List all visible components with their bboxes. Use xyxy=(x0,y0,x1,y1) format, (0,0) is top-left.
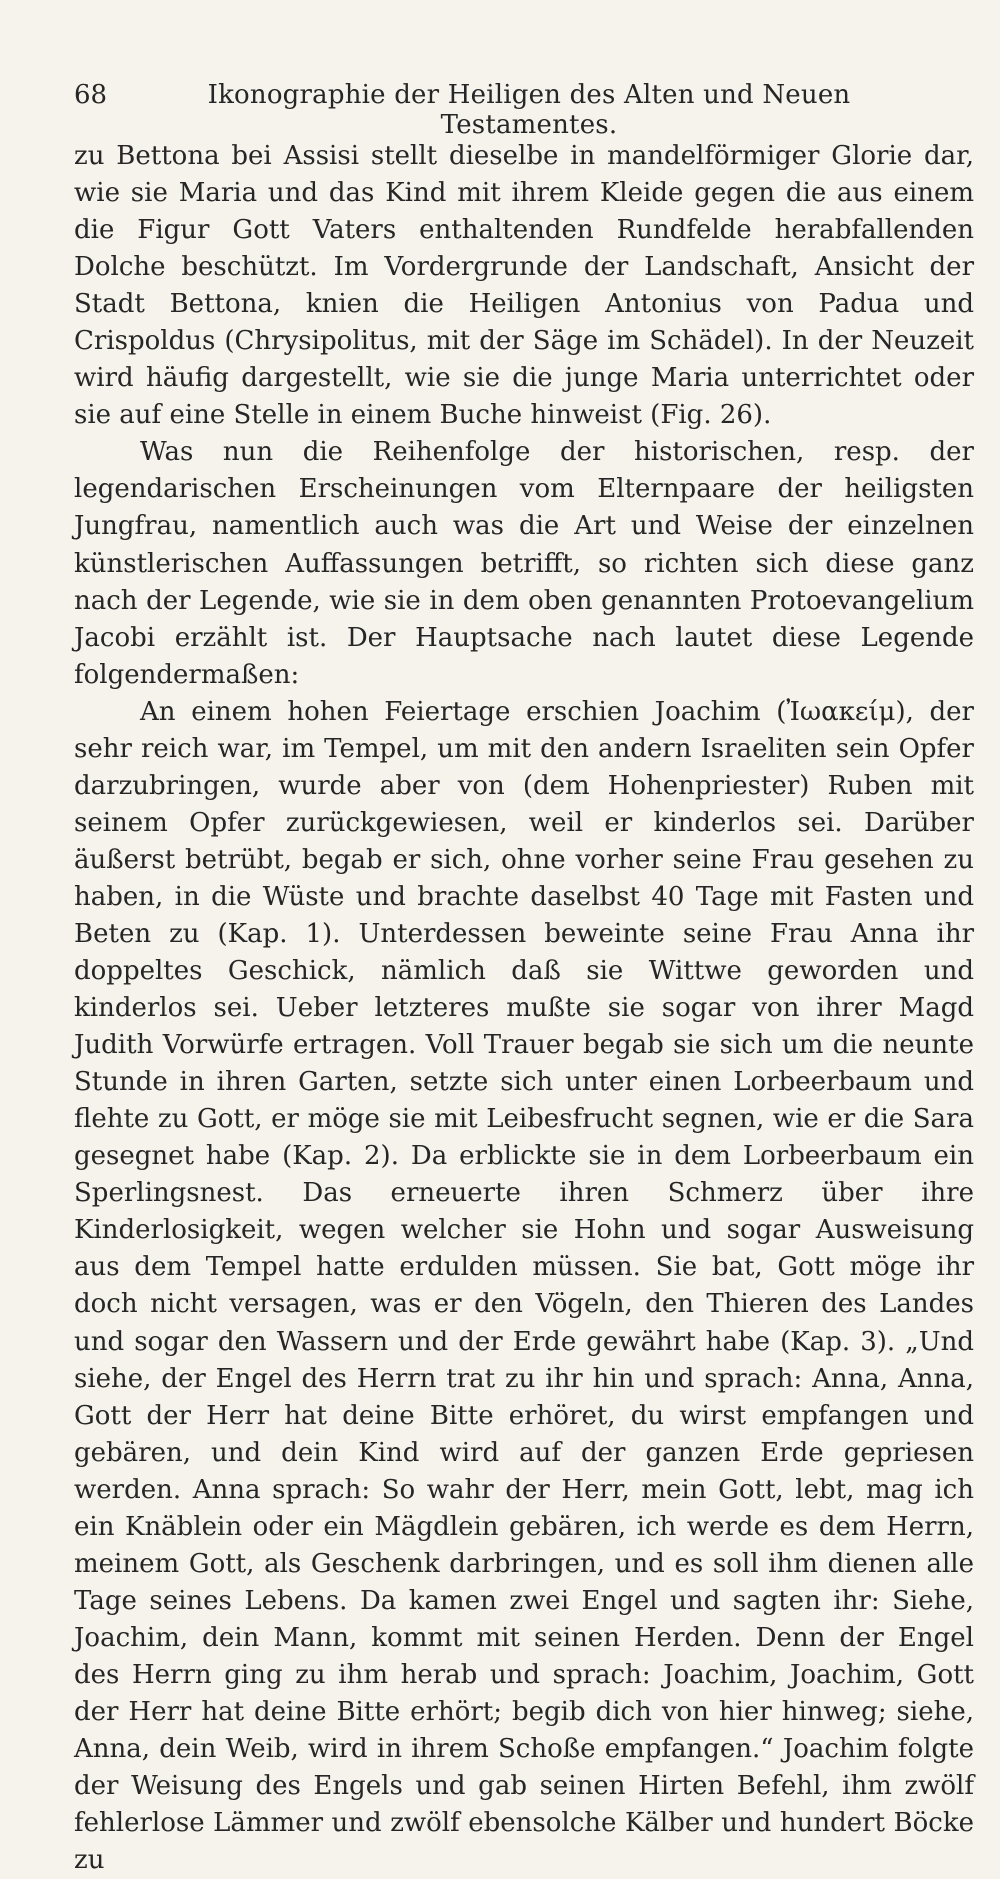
paragraph: Was nun die Reihenfolge der historischen, resp. der legendarischen Erscheinungen vom Elternpaare der heiligsten Jungfrau, namentlich auch was die Art und Weise der einzelnen künstlerischen Auffassungen betrifft, so richten sich diese ganz nach der Legende, wie sie in dem oben genannten Protoevangelium Jacobi erzählt ist. Der Hauptsache nach lautet diese Legende folgendermaßen: xyxy=(74,437,974,690)
paragraph: zu Bettona bei Assisi stellt dieselbe in mandelförmiger Glorie dar, wie sie Maria und das Kind mit ihrem Kleide gegen die aus einem die Figur Gott Vaters enthaltenden Rundfelde herabfallenden Dolche beschützt. Im Vordergrunde der Landschaft, Ansicht der Stadt Bettona, knien die Heiligen Antonius von Padua und Crispoldus (Chrysipolitus, mit der Säge im Schädel). In der Neuzeit wird häufig dargestellt, wie sie die junge Maria unterrichtet oder sie auf eine Stelle in einem Buche hinweist (Fig. 26). xyxy=(74,141,974,431)
running-title: Ikonographie der Heiligen des Alten und Neuen Testamentes. xyxy=(207,80,851,140)
paragraph: An einem hohen Feiertage erschien Joachim (Ἰωακείμ), der sehr reich war, im Tempel, um mit den andern Israeliten sein Opfer darzubringen, wurde aber von (dem Hohenpriester) Ruben mit seinem Opfer zurückgewiesen, weil er kinderlos sei. Darüber äußerst betrübt, begab er sich, ohne vorher seine Frau gesehen zu haben, in die Wüste und brachte daselbst 40 Tage mit Fasten und Beten zu (Kap. 1). Unterdessen beweinte seine Frau Anna ihr doppeltes Geschick, nämlich daß sie Wittwe geworden und kinderlos sei. Ueber letzteres mußte sie sogar von ihrer Magd Judith Vorwürfe ertragen. Voll Trauer begab sie sich um die neunte Stunde in ihren Garten, setzte sich unter einen Lorbeerbaum und flehte zu Gott, er möge sie mit Leibesfrucht segnen, wie er die Sara gesegnet habe (Kap. 2). Da erblickte sie in dem Lorbeerbaum ein Sperlingsnest. Das erneuerte ihren Schmerz über ihre Kinderlosigkeit, wegen welcher sie Hohn und sogar Ausweisung aus dem Tempel hatte erdulden müssen. Sie bat, Gott möge ihr doch nicht versagen, was er den Vögeln, den Thieren des Landes und sogar den Wassern und der Erde gewährt habe (Kap. 3). „Und siehe, der Engel des Herrn trat zu ihr hin und sprach: Anna, Anna, Gott der Herr hat deine Bitte erhöret, du wirst empfangen und gebären, und dein Kind wird auf der ganzen Erde gepriesen werden. Anna sprach: So wahr der Herr, mein Gott, lebt, mag ich ein Knäblein oder ein Mägdlein gebären, ich werde es dem Herrn, meinem Gott, als Geschenk darbringen, und es soll ihm dienen alle Tage seines Lebens. Da kamen zwei Engel und sagten ihr: Siehe, Joachim, dein Mann, kommt mit seinen Herden. Denn der Engel des Herrn ging zu ihm herab und sprach: Joachim, Joachim, Gott der Herr hat deine Bitte erhört; begib dich von hier hinweg; siehe, Anna, dein Weib, wird in ihrem Schoße empfangen.“ Joachim folgte der Weisung des Engels und gab seinen Hirten Befehl, ihm zwölf fehlerlose Lämmer und zwölf ebensolche Kälber und hundert Böcke zu xyxy=(74,696,974,1876)
page-number: 68 xyxy=(74,80,108,110)
body-text xyxy=(74,138,974,1879)
page-header xyxy=(74,80,874,140)
